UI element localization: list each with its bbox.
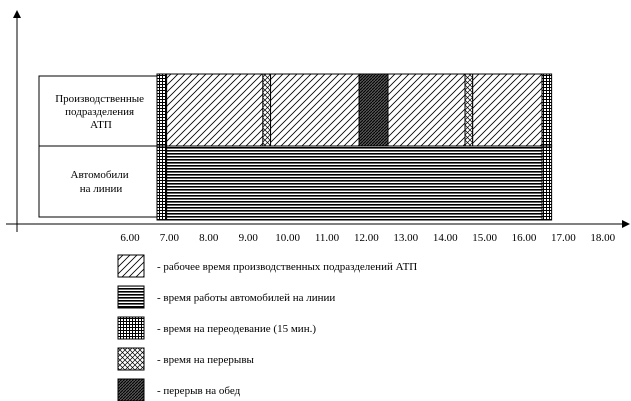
legend-label-work: - рабочее время производственных подразделений АТП (157, 261, 418, 273)
bar-cars-changing-0 (157, 146, 167, 220)
bar-cars-line-1 (167, 146, 542, 220)
row-label-prod: Производственные подразделения АТП (55, 93, 145, 131)
bar-prod-break-6 (465, 74, 473, 146)
x-tick-4: 10.00 (275, 232, 300, 244)
legend-swatch-work (118, 255, 144, 277)
legend-swatch-line (118, 286, 144, 308)
x-tick-5: 11.00 (314, 232, 340, 244)
bar-prod-lunch-4 (359, 74, 388, 146)
x-tick-0: 6.00 (120, 232, 140, 244)
legend (118, 255, 417, 401)
x-tick-9: 15.00 (472, 232, 497, 244)
legend-label-break: - время на перерывы (157, 354, 254, 366)
bar-prod-work-7 (473, 74, 542, 146)
x-tick-8: 14.00 (432, 232, 458, 244)
x-tick-1: 7.00 (159, 232, 180, 244)
row-label-cars: Автомобили на линии (70, 169, 129, 195)
bar-cars-changing-2 (542, 146, 552, 220)
x-tick-10: 16.00 (511, 232, 537, 244)
bar-prod-break-2 (263, 74, 271, 146)
legend-swatch-break (118, 348, 144, 370)
gantt-bars (157, 74, 552, 220)
x-tick-3: 9.00 (238, 232, 258, 244)
legend-swatch-lunch (118, 379, 144, 401)
row-labels (39, 76, 163, 217)
legend-label-lunch: - перерыв на обед (157, 385, 241, 397)
legend-label-line: - время работы автомобилей на линии (157, 292, 336, 304)
x-tick-7: 13.00 (393, 232, 419, 244)
x-tick-6: 12.00 (354, 232, 379, 244)
bar-prod-work-1 (167, 74, 263, 146)
bar-prod-changing-0 (157, 74, 167, 146)
bar-prod-work-5 (388, 74, 465, 146)
x-tick-12: 18.00 (590, 232, 616, 244)
legend-swatch-changing (118, 317, 144, 339)
x-tick-11: 17.00 (551, 232, 576, 244)
x-tick-2: 8.00 (199, 232, 219, 244)
bar-prod-changing-8 (542, 74, 552, 146)
x-tick-labels (120, 232, 615, 244)
row-label-box-cars (39, 146, 163, 217)
bar-prod-work-3 (271, 74, 360, 146)
legend-label-changing: - время на переодевание (15 мин.) (157, 323, 316, 335)
